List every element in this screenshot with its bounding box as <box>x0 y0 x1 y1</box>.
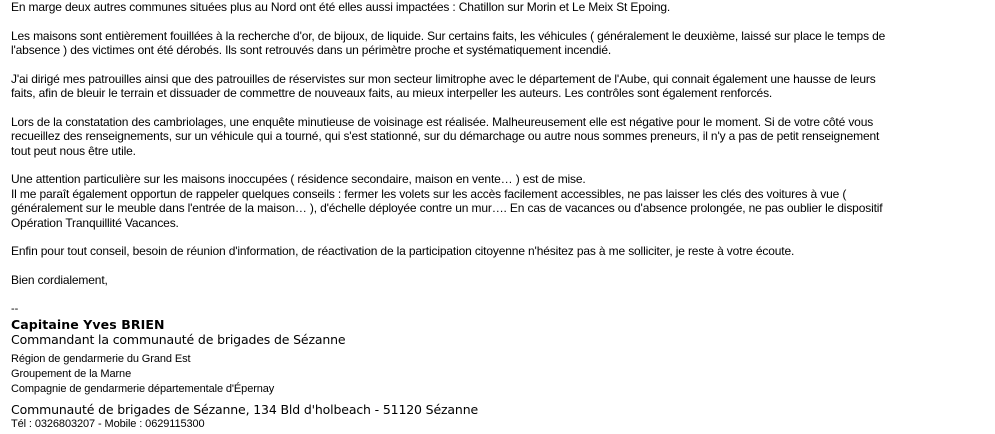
signature-name: Capitaine Yves BRIEN <box>11 317 165 332</box>
signature-phone: Tél : 0326803207 - Mobile : 0629115300 <box>11 418 205 430</box>
signature-block <box>11 302 991 432</box>
closing-line: Bien cordialement, <box>11 272 108 287</box>
signature-address: Communauté de brigades de Sézanne, 134 Bld d'holbeach - 51120 Sézanne <box>11 402 479 417</box>
paragraph-patrouilles: J'ai dirigé mes patrouilles ainsi que des patrouilles de réservistes sur mon secteur limitrophe avec le département de l'Aube, qui connait également une hausse de leurs faits, afin de bleuir le terrain et dissuader de commettre de nouveaux faits, au mieux interpeller les auteurs. Les contrôles sont également renforcés. <box>11 71 876 100</box>
paragraph-communes: En marge deux autres communes situées plus au Nord ont été elles aussi impactées : Chatillon sur Morin et Le Meix St Epoing. <box>11 0 671 14</box>
email-body <box>11 0 991 432</box>
signature-group: Groupement de la Marne <box>11 368 132 380</box>
paragraph-maisons: Les maisons sont entièrement fouillées à la recherche d'or, de bijoux, de liquide. Sur certains faits, les véhicules ( généralement le deuxième, laissé sur place le temps de l'absence ) des victimes ont été dérobés. Ils sont retrouvés dans un périmètre proche et systématiquement incendié. <box>11 28 886 57</box>
signature-region: Région de gendarmerie du Grand Est <box>11 353 191 365</box>
paragraph-conseils: Une attention particulière sur les maisons inoccupées ( résidence secondaire, maison en vente… ) est de mise. Il me paraît également opportun de rappeler quelques conseils : fermer les volets sur les accès facilement accessibles, ne pas laisser les clés des voitures à vue ( généralement sur le meuble dans l'entrée de la maison… ), d'échelle déployée contre un mur…. En cas de vacances ou d'absence prolongée, ne pas oublier le dispositif Opération Tranquillité Vacances. <box>11 172 883 230</box>
signature-title: Commandant la communauté de brigades de Sézanne <box>11 332 346 347</box>
paragraph-enquete: Lors de la constatation des cambriolages, une enquête minutieuse de voisinage est réalisée. Malheureusement elle est négative pour le moment. Si de votre côté vous recueillez des renseignements, sur un véhicule qui a tourné, qui s'est stationné, sur du démarchage ou autre nous sommes preneurs, il n'y a pas de petit renseignement tout peut nous être utile. <box>11 114 880 158</box>
paragraph-contact: Enfin pour tout conseil, besoin de réunion d'information, de réactivation de la participation citoyenne n'hésitez pas à me solliciter, je reste à votre écoute. <box>11 244 795 258</box>
signature-company: Compagnie de gendarmerie départementale d'Épernay <box>11 383 275 395</box>
signature-separator: -- <box>11 303 19 315</box>
